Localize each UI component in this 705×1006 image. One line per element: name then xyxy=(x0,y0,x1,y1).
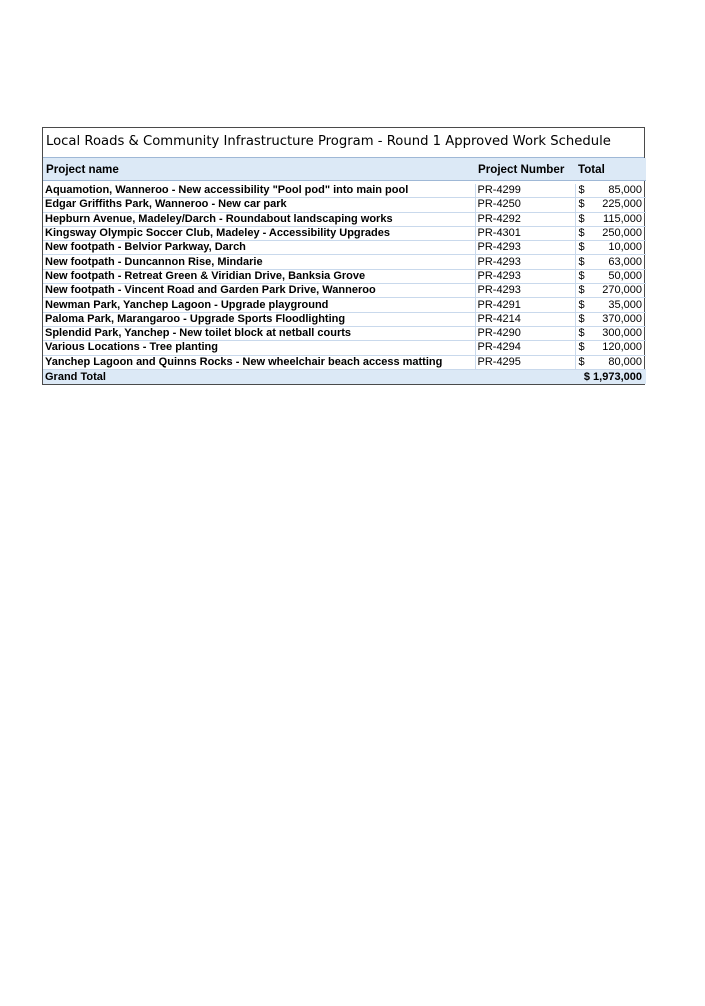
table-row xyxy=(43,269,646,283)
grand-total-amount: $ 1,973,000 xyxy=(575,369,646,384)
amount-cell: 370,000 xyxy=(599,312,646,326)
currency-cell: $ xyxy=(575,255,599,269)
project-number-cell: PR-4294 xyxy=(475,341,575,355)
table-row xyxy=(43,298,646,312)
project-name-cell: Yanchep Lagoon and Quinns Rocks - New wheelchair beach access matting xyxy=(43,355,475,369)
table-row xyxy=(43,212,646,226)
amount-cell: 250,000 xyxy=(599,226,646,240)
table-body xyxy=(43,181,646,370)
project-number-cell: PR-4290 xyxy=(475,326,575,340)
project-name-cell: Kingsway Olympic Soccer Club, Madeley - Accessibility Upgrades xyxy=(43,226,475,240)
project-name-cell: New footpath - Duncannon Rise, Mindarie xyxy=(43,255,475,269)
currency-cell: $ xyxy=(575,212,599,226)
grand-total-label: Grand Total xyxy=(43,369,475,384)
project-name-cell: New footpath - Vincent Road and Garden Park Drive, Wanneroo xyxy=(43,284,475,298)
project-number-cell: PR-4295 xyxy=(475,355,575,369)
amount-cell: 85,000 xyxy=(599,184,646,198)
currency-cell: $ xyxy=(575,198,599,212)
amount-cell: 10,000 xyxy=(599,241,646,255)
project-number-cell: PR-4301 xyxy=(475,226,575,240)
project-name-cell: New footpath - Belvior Parkway, Darch xyxy=(43,241,475,255)
currency-cell: $ xyxy=(575,184,599,198)
project-number-cell: PR-4291 xyxy=(475,298,575,312)
project-number-cell: PR-4293 xyxy=(475,269,575,283)
table-row xyxy=(43,198,646,212)
currency-cell: $ xyxy=(575,341,599,355)
currency-cell: $ xyxy=(575,226,599,240)
project-number-cell: PR-4292 xyxy=(475,212,575,226)
project-number-cell: PR-4250 xyxy=(475,198,575,212)
table-row xyxy=(43,241,646,255)
currency-cell: $ xyxy=(575,284,599,298)
currency-cell: $ xyxy=(575,355,599,369)
project-number-cell: PR-4299 xyxy=(475,184,575,198)
table-row xyxy=(43,184,646,198)
column-header-project-name: Project name xyxy=(43,158,475,181)
project-name-cell: Paloma Park, Marangaroo - Upgrade Sports Floodlighting xyxy=(43,312,475,326)
amount-cell: 120,000 xyxy=(599,341,646,355)
currency-cell: $ xyxy=(575,326,599,340)
work-schedule-table xyxy=(42,127,645,385)
table-row xyxy=(43,284,646,298)
project-name-cell: Various Locations - Tree planting xyxy=(43,341,475,355)
table-row xyxy=(43,226,646,240)
grand-total-row xyxy=(43,369,646,384)
project-number-cell: PR-4293 xyxy=(475,255,575,269)
table-row xyxy=(43,341,646,355)
project-number-cell: PR-4293 xyxy=(475,284,575,298)
table-title: Local Roads & Community Infrastructure Program - Round 1 Approved Work Schedule xyxy=(43,128,644,158)
project-name-cell: Edgar Griffiths Park, Wanneroo - New car park xyxy=(43,198,475,212)
header-row xyxy=(43,158,646,181)
project-name-cell: Aquamotion, Wanneroo - New accessibility "Pool pod" into main pool xyxy=(43,184,475,198)
amount-cell: 225,000 xyxy=(599,198,646,212)
grand-total-empty xyxy=(475,369,575,384)
amount-cell: 115,000 xyxy=(599,212,646,226)
column-header-total: Total xyxy=(575,158,646,181)
table-row xyxy=(43,255,646,269)
amount-cell: 80,000 xyxy=(599,355,646,369)
project-name-cell: Splendid Park, Yanchep - New toilet block at netball courts xyxy=(43,326,475,340)
currency-cell: $ xyxy=(575,298,599,312)
currency-cell: $ xyxy=(575,241,599,255)
currency-cell: $ xyxy=(575,312,599,326)
column-header-project-number: Project Number xyxy=(475,158,575,181)
amount-cell: 50,000 xyxy=(599,269,646,283)
amount-cell: 63,000 xyxy=(599,255,646,269)
schedule-grid xyxy=(43,158,646,384)
project-number-cell: PR-4293 xyxy=(475,241,575,255)
amount-cell: 35,000 xyxy=(599,298,646,312)
amount-cell: 300,000 xyxy=(599,326,646,340)
table-row xyxy=(43,326,646,340)
project-number-cell: PR-4214 xyxy=(475,312,575,326)
table-row xyxy=(43,355,646,369)
project-name-cell: New footpath - Retreat Green & Viridian Drive, Banksia Grove xyxy=(43,269,475,283)
project-name-cell: Hepburn Avenue, Madeley/Darch - Roundabout landscaping works xyxy=(43,212,475,226)
currency-cell: $ xyxy=(575,269,599,283)
table-row xyxy=(43,312,646,326)
amount-cell: 270,000 xyxy=(599,284,646,298)
project-name-cell: Newman Park, Yanchep Lagoon - Upgrade playground xyxy=(43,298,475,312)
